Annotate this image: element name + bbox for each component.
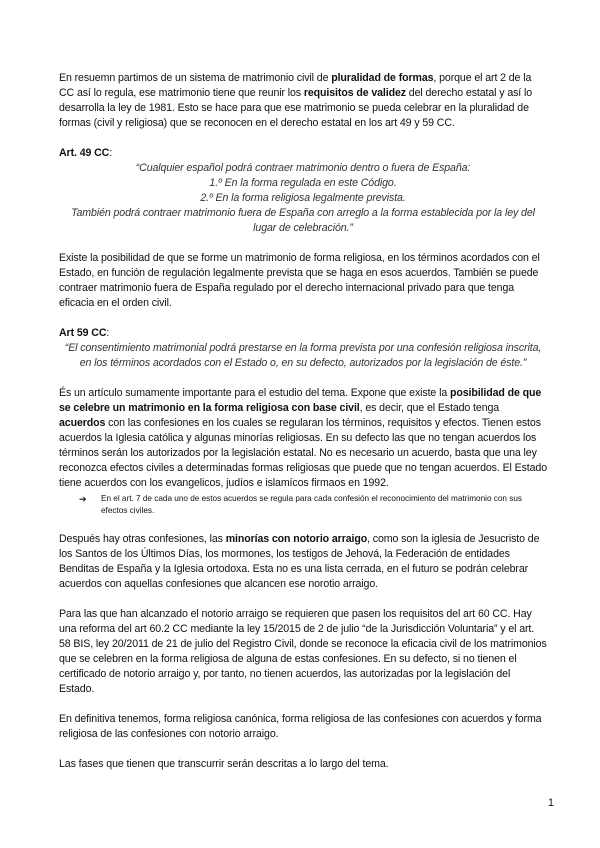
paragraph-summary: En definitiva tenemos, forma religiosa canónica, forma religiosa de las confesiones con acuerdos y forma religiosa de las confesiones con notorio arraigo. xyxy=(59,713,542,740)
text-run: En resuemn partimos de un sistema de matrimonio civil de xyxy=(59,72,332,84)
bold-run: acuerdos xyxy=(59,417,106,429)
colon: : xyxy=(109,147,113,159)
text-run: , es decir, que el Estado tenga xyxy=(359,402,500,414)
art-49-heading xyxy=(59,146,547,161)
art-59-heading xyxy=(59,326,547,341)
art-49-quote-line-1: “Cualquier español podrá contraer matrimonio dentro o fuera de España: xyxy=(135,162,471,174)
note-text: En el art. 7 de cada uno de estos acuerdos se regula para cada confesión el reconocimiento del matrimonio con sus efectos civiles. xyxy=(101,494,522,515)
text-run: del derecho estatal y así lo desarrolla la ley de 1981. Esto se hace para que ese matrimonio se pueda celebrar en la pluralidad de formas (civil y religiosa) que se reconocen en el derecho estatal en los art 49 y 59 CC. xyxy=(59,87,533,129)
text-run: , porque el art 2 de la CC así lo regula, ese matrimonio tiene que reunir los xyxy=(59,72,532,99)
art-49-quote-line-2: 1.º En la forma regulada en este Código. xyxy=(209,177,397,189)
page-number: 1 xyxy=(548,797,554,809)
bold-run: minorías con notorio arraigo xyxy=(225,533,368,545)
bullet-note xyxy=(59,493,547,517)
bold-run: requisitos de validez xyxy=(303,87,406,99)
text-run: , como son la iglesia de Jesucristo de los Santos de los Últimos Días, los mormones, los testigos de Jehová, la Federación de entidades Benditas de España y la Iglesia ortodoxa. Esta no es una lista cerrada, en el futuro se podrán celebrar acuerdos con aquellas confesiones que alcancen ese norotio arraigo. xyxy=(59,533,540,590)
bold-run: pluralidad de formas xyxy=(331,72,434,84)
arrow-bullet-icon: ➔ xyxy=(79,494,87,504)
art-49-label: Art. 49 CC xyxy=(59,147,110,159)
document-body xyxy=(59,71,547,772)
paragraph-notorio-arraigo: Para las que han alcanzado el notorio arraigo se requieren que pasen los requisitos del art 60 CC. Hay una reforma del art 60.2 CC mediante la ley 15/2015 de 2 de julio “de la Jurisdicción Voluntaria” y el art. 58 BIS, ley 20/2011 de 21 de julio del Registro Civil, donde se reconoce la eficacia civil de los matrimonios que se celebren en la forma religiosa de alguna de estas confesiones. En su defecto, si no tienen el certificado de notorio arraigo y, por tanto, no tienen acuerdos, las autorizadas por la legislación del Estado. xyxy=(59,608,547,695)
paragraph-closing: Las fases que tienen que transcurrir serán descritas a lo largo del tema. xyxy=(59,758,389,770)
art-49-quote-line-4: También podrá contraer matrimonio fuera de España con arreglo a la forma establecida por la ley del lugar de celebración.” xyxy=(71,207,535,234)
art-59-label: Art 59 CC xyxy=(59,327,107,339)
bold-run: posibilidad de que se celebre un matrimonio en la forma religiosa con base civil xyxy=(59,387,542,414)
intro-paragraph xyxy=(59,71,547,131)
art-49-quote-line-3: 2.º En la forma religiosa legalmente prevista. xyxy=(200,192,406,204)
text-run: Después hay otras confesiones, las xyxy=(59,533,226,545)
paragraph-agreements xyxy=(59,386,547,491)
colon: : xyxy=(106,327,110,339)
art-59-quote: “El consentimiento matrimonial podrá prestarse en la forma prevista por una confesión religiosa inscrita, en los términos acordados con el Estado o, en su defecto, autorizados por la legislación de éste.” xyxy=(64,342,542,369)
paragraph-minorities xyxy=(59,532,547,592)
text-run: con las confesiones en los cuales se regularan los términos, requisitos y efectos. Tienen estos acuerdos la Iglesia católica y algunas minorías religiosas. En su defecto las que no tengan acuerdos los términos serán los autorizados por la legislación estatal. No es necesario un acuerdo, basta que una ley reconozca efectos civiles a determinadas formas religiosas que puede que no tengan acuerdos. El Estado tiene acuerdos con los evangelicos, judíos e islamícos firmaos en 1992. xyxy=(59,417,548,489)
paragraph-religious-form: Existe la posibilidad de que se forme un matrimonio de forma religiosa, en los términos acordados con el Estado, en función de regulación legalmente prevista que se haga en esos acuerdos. También se puede contraer matrimonio fuera de España regulado por el derecho internacional privado para que tenga eficacia en el orden civil. xyxy=(59,252,540,309)
text-run: És un artículo sumamente importante para el estudio del tema. Expone que existe la xyxy=(59,387,450,399)
